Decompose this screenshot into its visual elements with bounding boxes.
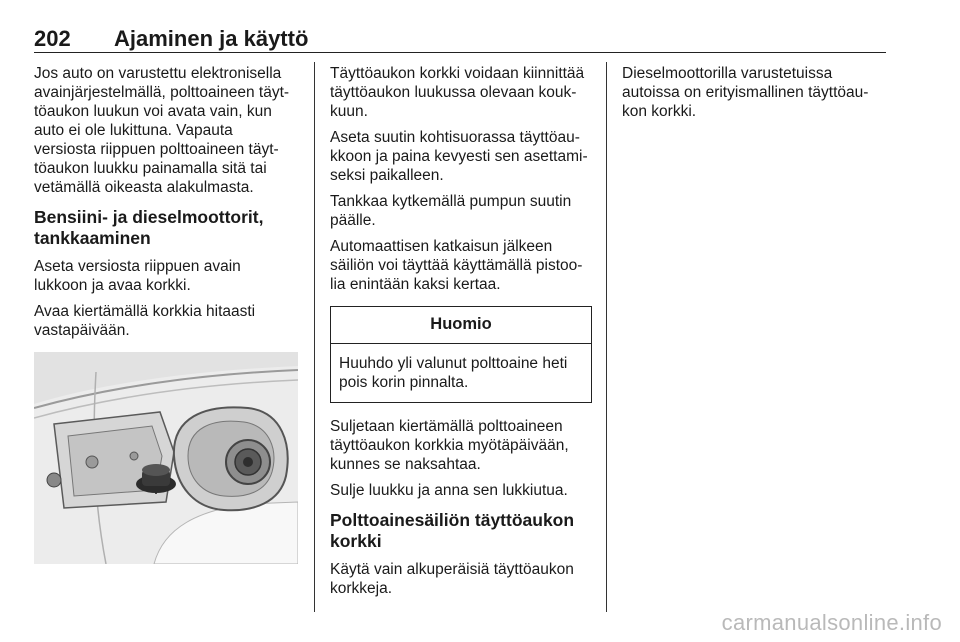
fuel-filler-illustration-graphic: [34, 352, 298, 564]
fuel-cap-illustration: [34, 352, 298, 564]
paragraph: Täyttöaukon korkki voidaan kiinnittää täyttöaukon luukussa olevaan kouk-kuun.: [330, 65, 585, 120]
column-divider: [314, 62, 315, 612]
column-divider: [606, 62, 607, 612]
column-1: [34, 64, 298, 564]
section-heading-filler-cap: Polttoainesäiliön täyttöaukon korkki: [330, 510, 575, 551]
note-title: Huomio: [331, 307, 591, 344]
page-number: 202: [34, 26, 71, 51]
page-header: [34, 26, 886, 53]
paragraph: Automaattisen katkaisun jälkeen säiliön voi täyttää käyttämällä pistoo-lia enintään kaksi kertaa.: [330, 238, 583, 293]
paragraph: Aseta suutin kohtisuorassa täyttöau-kkoon ja paina kevyesti sen asettami-seksi paikalleen.: [330, 129, 588, 184]
note-body: Huuhdo yli valunut polttoaine heti pois korin pinnalta.: [339, 355, 568, 391]
column-2: [330, 64, 594, 605]
paragraph: Tankkaa kytkemällä pumpun suutin päälle.: [330, 193, 572, 229]
section-heading-refuelling: Bensiini- ja dieselmoottorit, tankkaaminen: [34, 207, 264, 248]
caution-note-box: [330, 306, 592, 403]
paragraph: Suljetaan kiertämällä polttoaineen täyttöaukon korkkia myötäpäivään, kunnes se naksahtaa.: [330, 418, 569, 473]
paragraph: Sulje luukku ja anna sen lukkiutua.: [330, 482, 568, 499]
paragraph: Käytä vain alkuperäisiä täyttöaukon korkkeja.: [330, 561, 574, 597]
paragraph: Dieselmoottorilla varustetuissa autoissa on erityismallinen täyttöau-kon korkki.: [622, 65, 869, 120]
column-3: [622, 64, 886, 128]
intro-paragraph: Jos auto on varustettu elektronisella avainjärjestelmällä, polttoaineen täyt-töaukon luukun voi avata vain, kun auto ei ole lukittuna. Vapauta versiosta riippuen polttoaineen täyt-töaukon luukku painamalla sitä tai vetämällä oikeasta alakulmasta.: [34, 65, 290, 196]
chapter-title: Ajaminen ja käyttö: [114, 26, 309, 51]
paragraph: Avaa kiertämällä korkkia hitaasti vastapäivään.: [34, 303, 256, 339]
watermark-text: carmanualsonline.info: [721, 610, 942, 635]
paragraph: Aseta versiosta riippuen avain lukkoon ja avaa korkki.: [34, 258, 241, 294]
